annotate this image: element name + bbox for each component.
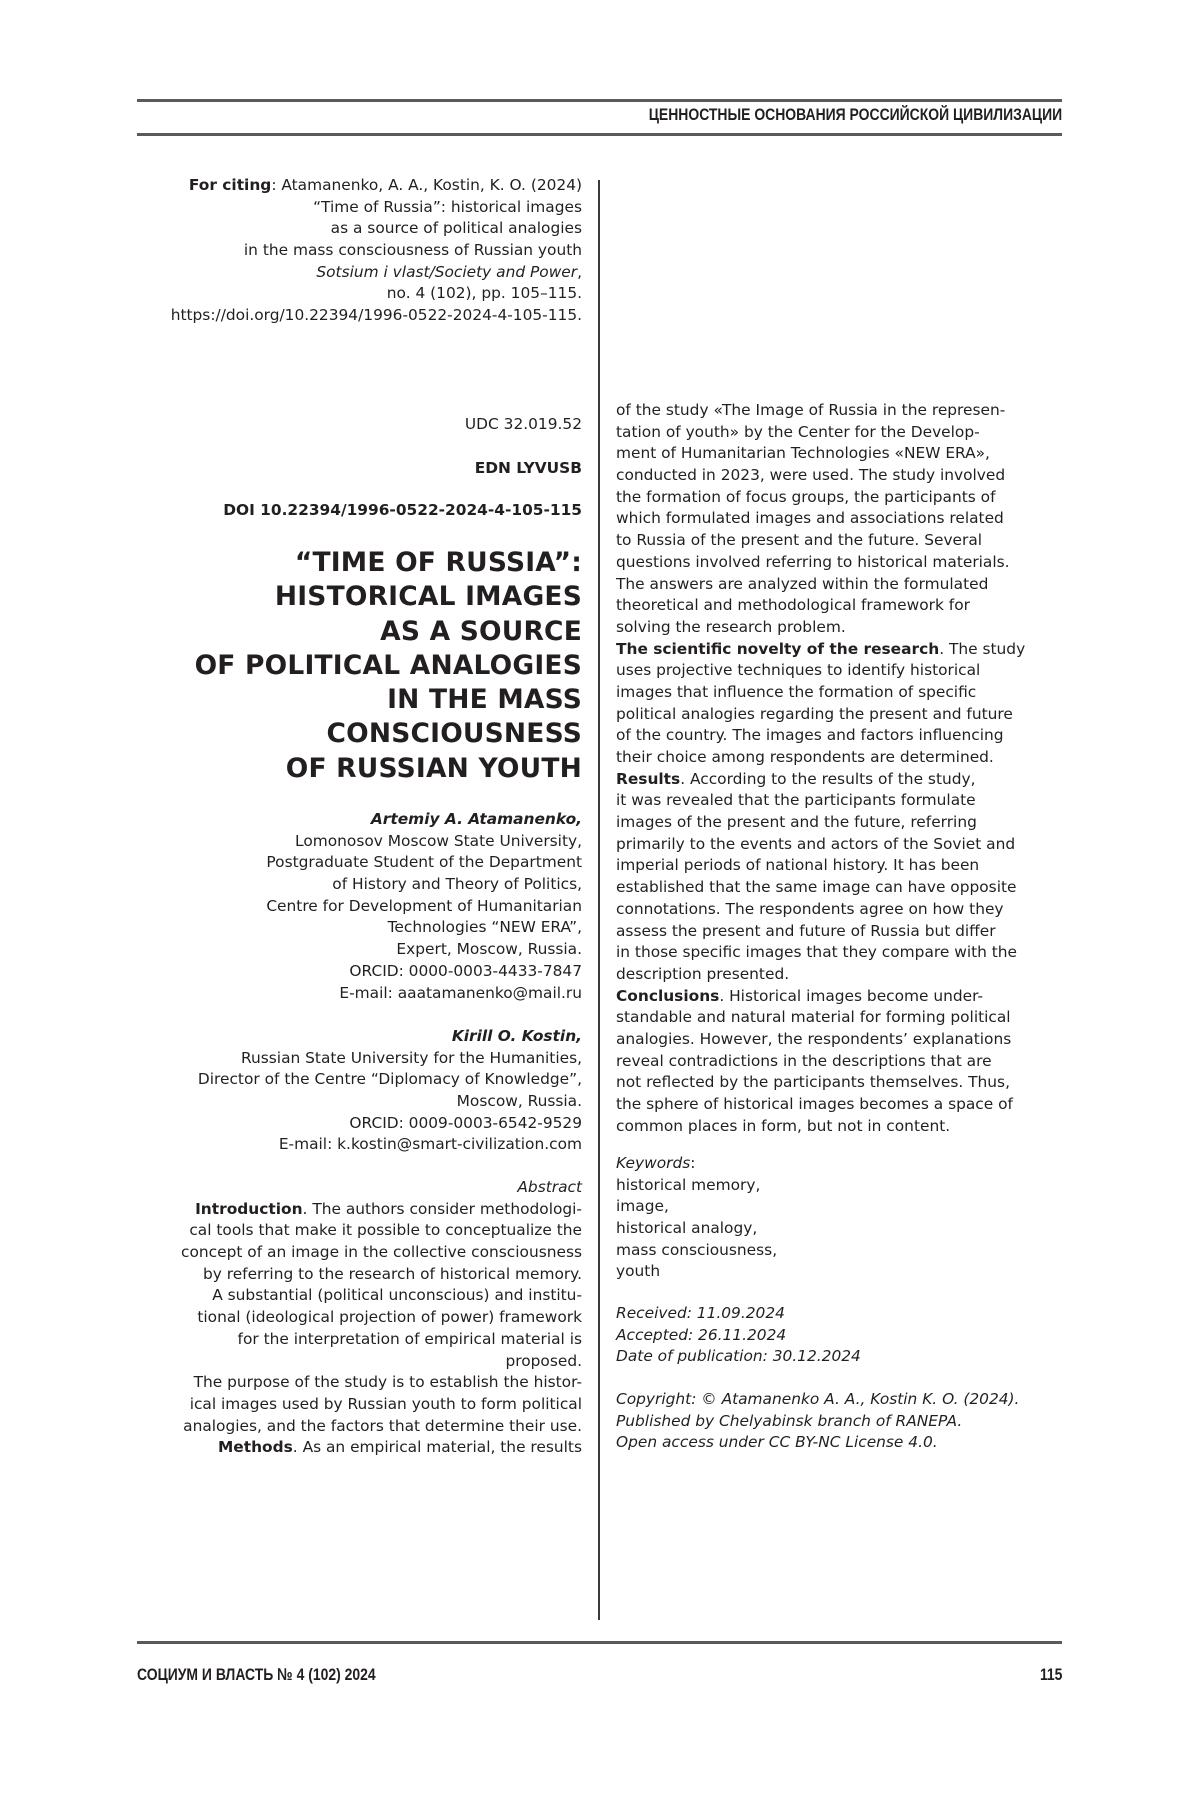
author-1 bbox=[120, 809, 582, 1004]
text-line: CONSCIOUSNESS bbox=[326, 718, 582, 750]
emphasis-text: Keywords bbox=[616, 1154, 691, 1172]
text-line: imperial periods of national history. It has been bbox=[616, 856, 980, 875]
text-line: concept of an image in the collective consciousness bbox=[181, 1243, 582, 1262]
text-line: proposed. bbox=[505, 1351, 582, 1370]
text-line bbox=[120, 262, 582, 284]
text-line bbox=[120, 1199, 582, 1221]
text-line: in the mass consciousness of Russian youth bbox=[243, 241, 582, 260]
emphasis-text: Introduction bbox=[195, 1199, 303, 1218]
header-top-rule bbox=[137, 99, 1062, 102]
emphasis-text: Results bbox=[616, 769, 681, 788]
text-line: standable and natural material for forming political bbox=[616, 1008, 1011, 1027]
text-line: reveal contradictions in the descriptions that are bbox=[616, 1051, 992, 1070]
text-line bbox=[120, 809, 582, 831]
text-line bbox=[120, 1437, 582, 1459]
text-line: ment of Humanitarian Technologies «NEW ERA», bbox=[616, 444, 990, 463]
emphasis-text: The scientific novelty of the research bbox=[616, 639, 940, 658]
text-line: tional (ideological projection of power) framework bbox=[197, 1308, 582, 1327]
udc: UDC 32.019.52 bbox=[464, 415, 582, 433]
text-line: Technologies “NEW ERA”, bbox=[387, 918, 582, 937]
text-line: theoretical and methodological framework for bbox=[616, 596, 970, 615]
text-line: their choice among respondents are determined. bbox=[616, 748, 994, 766]
text-line bbox=[616, 1411, 1076, 1433]
footer-rule bbox=[137, 1641, 1062, 1644]
text-line: the sphere of historical images becomes a space of bbox=[616, 1095, 1013, 1113]
footer-journal: СОЦИУМ И ВЛАСТЬ № 4 (102) 2024 bbox=[137, 1665, 376, 1684]
text-line: questions involved referring to historical materials. bbox=[616, 552, 1010, 571]
text-line: https://doi.org/10.22394/1996-0522-2024-4-105-115. bbox=[170, 306, 582, 325]
doi[interactable]: DOI 10.22394/1996-0522-2024-4-105-115 bbox=[223, 501, 582, 520]
text-line: tation of youth» by the Center for the Develop- bbox=[616, 422, 980, 441]
text-line: by referring to the research of historical memory. bbox=[202, 1264, 582, 1283]
keywords bbox=[616, 1153, 1076, 1283]
text-line: A substantial (political unconscious) and institu- bbox=[212, 1286, 582, 1305]
emphasis-text: Conclusions bbox=[616, 986, 720, 1005]
text-line: assess the present and future of Russia but differ bbox=[616, 921, 996, 940]
text-line: ORCID: 0009-0003-6542-9529 bbox=[349, 1113, 582, 1132]
text-line: mass consciousness, bbox=[616, 1240, 778, 1259]
text-segment: : bbox=[690, 1154, 696, 1172]
text-segment: . As an empirical material, the results bbox=[292, 1438, 582, 1457]
text-line: solving the research problem. bbox=[616, 617, 846, 636]
text-line bbox=[616, 1389, 1076, 1411]
emphasis-text: Received: 11.09.2024 bbox=[616, 1304, 785, 1322]
column-divider bbox=[598, 180, 600, 1620]
identifiers bbox=[120, 414, 582, 522]
text-line: images that influence the formation of specific bbox=[616, 682, 977, 701]
text-line bbox=[616, 1153, 1076, 1175]
text-line: the formation of focus groups, the participants of bbox=[616, 487, 996, 506]
emphasis-text: Kirill O. Kostin, bbox=[451, 1027, 582, 1045]
text-line: analogies. However, the respondents’ explanations bbox=[616, 1029, 1012, 1048]
text-line: E-mail: k.kostin@smart-civilization.com bbox=[278, 1135, 582, 1154]
text-line: uses projective techniques to identify historical bbox=[616, 661, 981, 680]
page-number: 115 bbox=[1039, 1665, 1062, 1684]
emphasis-text: Accepted: 26.11.2024 bbox=[616, 1325, 787, 1344]
text-line: to Russia of the present and the future. Several bbox=[616, 531, 983, 550]
text-line bbox=[120, 1026, 582, 1048]
text-segment: . The authors consider methodologi- bbox=[302, 1199, 582, 1218]
text-line: not reflected by the participants themselves. Thus, bbox=[616, 1073, 1010, 1092]
text-line bbox=[616, 1325, 1076, 1347]
text-line bbox=[616, 639, 1076, 661]
text-line: Centre for Development of Humanitarian bbox=[266, 896, 582, 915]
text-line: which formulated images and associations related bbox=[616, 509, 1004, 528]
text-line: description presented. bbox=[616, 964, 790, 983]
text-line bbox=[120, 1177, 582, 1199]
text-line: political analogies regarding the present and future bbox=[616, 704, 1013, 723]
text-line: connotations. The respondents agree on how they bbox=[616, 899, 1004, 918]
text-line: Director of the Centre “Diplomacy of Knowledge”, bbox=[197, 1070, 582, 1089]
text-line bbox=[616, 1432, 1076, 1454]
text-line: HISTORICAL IMAGES bbox=[274, 581, 582, 613]
text-segment: . The study bbox=[939, 639, 1026, 658]
text-line: primarily to the events and actors of the Soviet and bbox=[616, 834, 1016, 853]
text-line bbox=[616, 1346, 1076, 1368]
text-line: of History and Theory of Politics, bbox=[332, 875, 582, 894]
text-segment: . According to the results of the study, bbox=[680, 769, 976, 788]
text-line: it was revealed that the participants formulate bbox=[616, 791, 976, 810]
author-2 bbox=[120, 1026, 582, 1156]
emphasis-text: Copyright: © Atamanenko A. A., Kostin K. O. (2024). bbox=[616, 1390, 1020, 1408]
text-line: Russian State University for the Humanities, bbox=[241, 1048, 582, 1067]
text-line: Lomonosov Moscow State University, bbox=[295, 831, 582, 850]
text-line: Postgraduate Student of the Department bbox=[266, 853, 582, 872]
text-line: OF POLITICAL ANALOGIES bbox=[194, 649, 582, 681]
text-line: cal tools that make it possible to conceptualize the bbox=[189, 1221, 582, 1240]
text-line: for the interpretation of empirical material is bbox=[237, 1329, 582, 1348]
article-title bbox=[120, 546, 582, 786]
abstract-left bbox=[120, 1177, 582, 1459]
text-segment: . Historical images become under- bbox=[719, 986, 984, 1005]
text-line: common places in form, but not in content. bbox=[616, 1116, 951, 1135]
text-line: “TIME OF RUSSIA”: bbox=[294, 547, 582, 578]
text-line: Expert, Moscow, Russia. bbox=[396, 940, 582, 959]
text-line: images of the present and the future, referring bbox=[616, 813, 977, 832]
text-line: historical analogy, bbox=[616, 1219, 758, 1238]
dates bbox=[616, 1303, 1076, 1368]
text-line: as a source of political analogies bbox=[330, 219, 582, 238]
text-line bbox=[616, 1303, 1076, 1325]
emphasis-text: Date of publication: 30.12.2024 bbox=[616, 1347, 861, 1366]
text-line: established that the same image can have opposite bbox=[616, 878, 1017, 897]
text-line: in those specific images that they compare with the bbox=[616, 943, 1018, 962]
text-line: no. 4 (102), pp. 105–115. bbox=[386, 284, 582, 303]
text-line: ORCID: 0000-0003-4433-7847 bbox=[349, 961, 582, 980]
header-bottom-rule bbox=[137, 133, 1062, 136]
text-line: The answers are analyzed within the formulated bbox=[616, 574, 989, 593]
text-line bbox=[616, 769, 1076, 791]
emphasis-text: Artemiy A. Atamanenko, bbox=[370, 810, 582, 828]
text-line: analogies, and the factors that determine their use. bbox=[183, 1416, 582, 1435]
text-line bbox=[616, 986, 1076, 1008]
copyright bbox=[616, 1389, 1076, 1454]
text-line: Moscow, Russia. bbox=[456, 1092, 582, 1111]
text-line: IN THE MASS bbox=[387, 684, 582, 716]
section-header: ЦЕННОСТНЫЕ ОСНОВАНИЯ РОССИЙСКОЙ ЦИВИЛИЗАЦИИ bbox=[648, 105, 1062, 124]
edn: EDN LYVUSB bbox=[474, 458, 582, 477]
emphasis-text: Published by Chelyabinsk branch of RANEPA. bbox=[616, 1411, 963, 1430]
emphasis-text: For citing bbox=[188, 176, 272, 194]
text-line: youth bbox=[616, 1262, 661, 1281]
emphasis-text: Methods bbox=[217, 1438, 293, 1457]
text-segment: , bbox=[577, 262, 582, 281]
text-line: ical images used by Russian youth to form political bbox=[189, 1394, 582, 1413]
text-line: E-mail: aaatamanenko@mail.ru bbox=[339, 983, 582, 1002]
citation-block bbox=[120, 175, 582, 327]
text-line bbox=[120, 175, 582, 197]
text-segment: : Atamanenko, A. A., Kostin, K. O. (2024) bbox=[271, 176, 582, 194]
text-line: AS A SOURCE bbox=[380, 615, 582, 647]
text-line: OF RUSSIAN YOUTH bbox=[285, 752, 582, 784]
abstract-right bbox=[616, 400, 1076, 1137]
text-line: The purpose of the study is to establish the histor- bbox=[193, 1373, 582, 1392]
text-line: of the country. The images and factors influencing bbox=[616, 726, 1004, 745]
emphasis-text: Sotsium i vlast/Society and Power bbox=[316, 262, 578, 281]
text-line: image, bbox=[616, 1197, 669, 1216]
text-line: of the study «The Image of Russia in the represen- bbox=[616, 401, 1006, 419]
emphasis-text: Open access under CC BY-NC License 4.0. bbox=[616, 1433, 938, 1452]
text-line: historical memory, bbox=[616, 1175, 761, 1194]
emphasis-text: Abstract bbox=[517, 1178, 582, 1196]
text-line: conducted in 2023, were used. The study involved bbox=[616, 466, 1006, 485]
text-line: “Time of Russia”: historical images bbox=[313, 197, 582, 216]
